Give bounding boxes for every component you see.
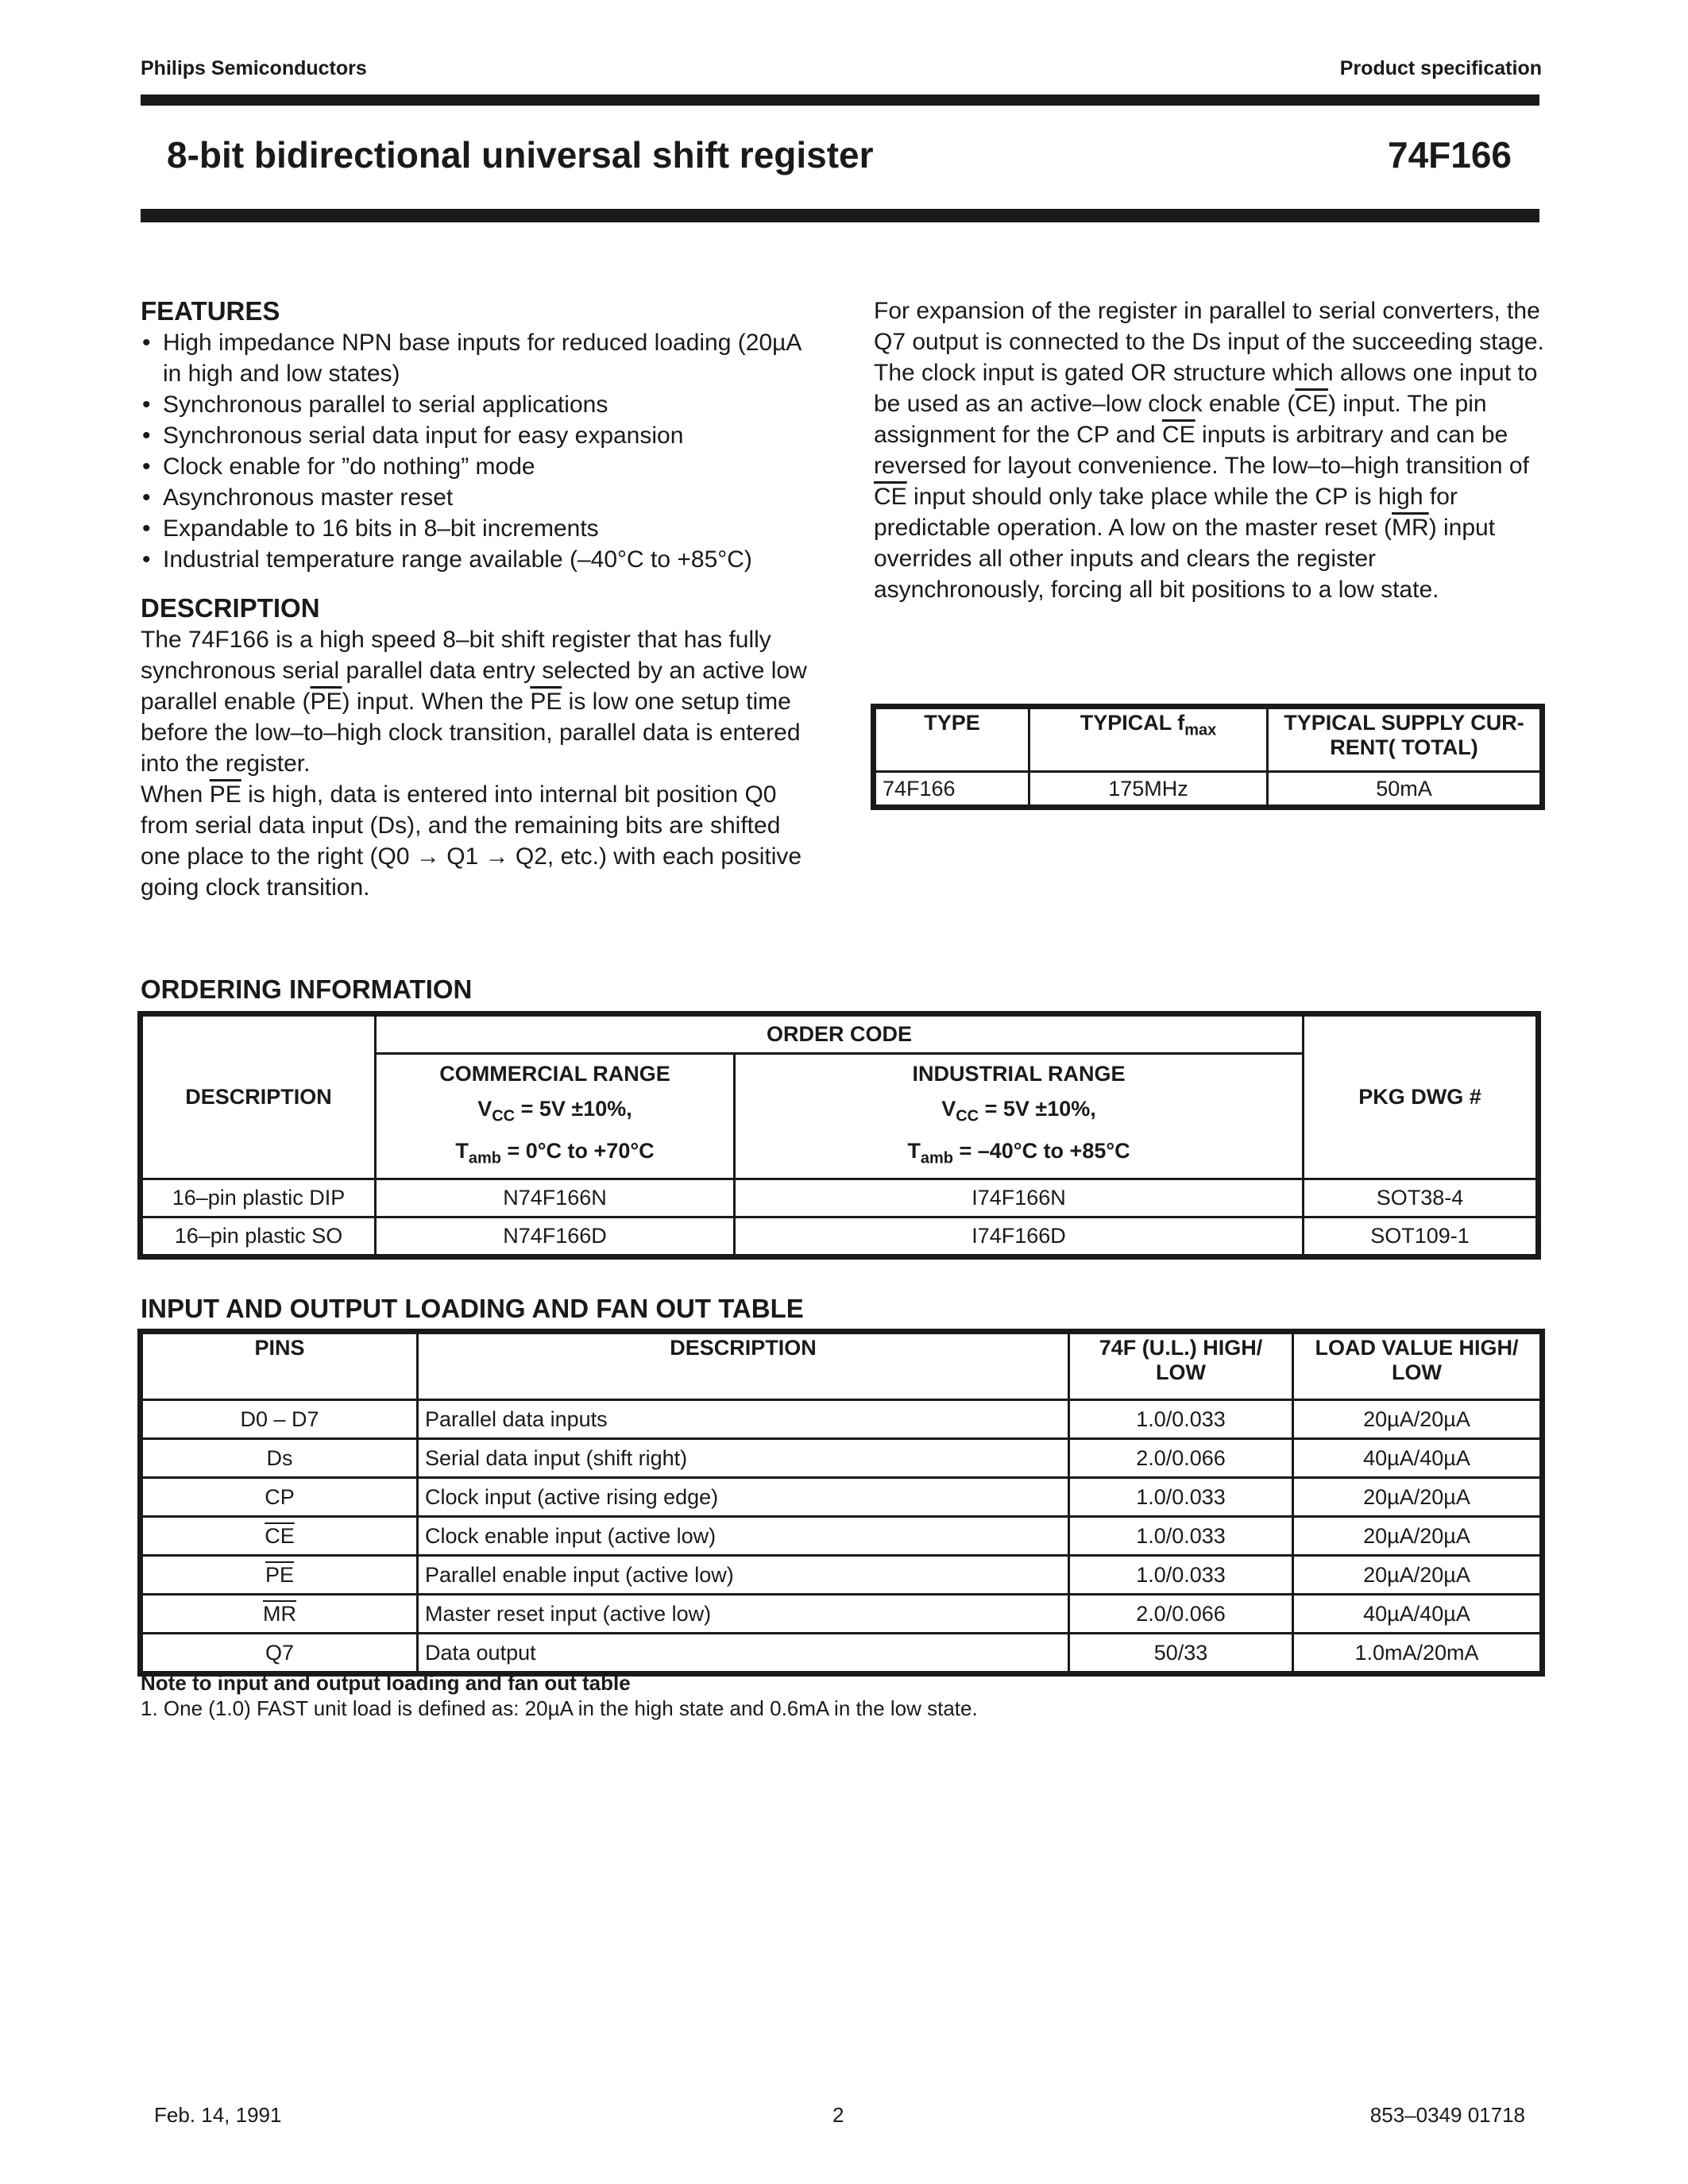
- cell-type: 74F166: [875, 772, 1029, 806]
- features-list: [141, 327, 824, 575]
- cell-supply: 50mA: [1268, 772, 1541, 806]
- cell-fmax: 175MHz: [1029, 772, 1268, 806]
- desc-cell: Data output: [418, 1634, 1069, 1673]
- table-row: [142, 1478, 1541, 1517]
- loading-table: [141, 1332, 1542, 1673]
- feature-item: • High impedance NPN base inputs for reduced loading (20µA in high and low states): [141, 327, 824, 389]
- company-name: Philips Semiconductors: [141, 57, 367, 79]
- th-description: DESCRIPTION: [142, 1016, 376, 1179]
- ul-cell: 1.0/0.033: [1069, 1556, 1293, 1595]
- load-cell: 40µA/40µA: [1293, 1439, 1541, 1478]
- desc-cell: Master reset input (active low): [418, 1595, 1069, 1634]
- footer-code: 853–0349 01718: [1369, 2103, 1525, 2127]
- table-cell: 16–pin plastic DIP: [142, 1179, 376, 1217]
- description-text: [141, 624, 824, 903]
- th-desc: DESCRIPTION: [418, 1333, 1069, 1400]
- note-text: 1. One (1.0) FAST unit load is defined as: 20µA in the high state and 0.6mA in the low state.: [141, 1696, 978, 1720]
- pin-cell: $\overline{CE}$: [142, 1517, 418, 1556]
- pin-cell: $\overline{PE}$: [142, 1556, 418, 1595]
- pin-cell: D0 – D7: [142, 1400, 418, 1439]
- table-cell: I74F166D: [735, 1217, 1304, 1255]
- doc-title: 8-bit bidirectional universal shift register: [167, 134, 874, 176]
- th-commercial: COMMERCIAL RANGE $V_{CC} = 5V \pm 10\%$, $T_{amb} = 0^\circ C$ to +70°C: [376, 1054, 735, 1179]
- th-pkg: PKG DWG #: [1304, 1016, 1537, 1179]
- feature-item: • Asynchronous master reset: [141, 482, 824, 513]
- feature-item: • Synchronous serial data input for easy expansion: [141, 420, 824, 451]
- feature-item: • Expandable to 16 bits in 8–bit increments: [141, 513, 824, 544]
- table-row: [142, 1439, 1541, 1478]
- feature-item: • Clock enable for ”do nothing” mode: [141, 451, 824, 482]
- ordering-heading: ORDERING INFORMATION: [141, 974, 473, 1004]
- overline-signal: $\overline{PE}$: [310, 689, 342, 715]
- overline-signal: $\overline{MR}$: [1392, 515, 1429, 541]
- footer-page: 2: [832, 2103, 844, 2127]
- feature-item: • Industrial temperature range available (–40°C to +85°C): [141, 544, 824, 575]
- ul-cell: 2.0/0.066: [1069, 1595, 1293, 1634]
- load-cell: 20µA/20µA: [1293, 1517, 1541, 1556]
- th-fmax: TYPICAL $f_{max}$: [1029, 708, 1268, 772]
- overline-signal: $\overline{PE}$: [530, 689, 562, 715]
- right-column: [874, 295, 1545, 605]
- ordering-table: [141, 1014, 1538, 1256]
- table-cell: 16–pin plastic SO: [142, 1217, 376, 1255]
- table-row: [142, 1179, 1537, 1217]
- th-industrial: INDUSTRIAL RANGE $V_{CC} = 5V \pm 10\%$, $T_{amb} = -40^\circ C$ to +85°C: [735, 1054, 1304, 1179]
- table-row: [142, 1217, 1537, 1255]
- text-run: When: [141, 781, 210, 808]
- text-run: The 74F166 is a high speed 8–bit shift register that has fully synchronous serial parallel data entry selected by an active low parallel enable (: [141, 627, 807, 715]
- text-run: inputs is arbitrary and can be reversed for layout convenience. The low–to–high transition of: [874, 422, 1529, 479]
- type-table: [874, 707, 1542, 807]
- overline-signal: $\overline{PE}$: [209, 781, 241, 808]
- description-heading: DESCRIPTION: [141, 593, 320, 623]
- feature-item: • Synchronous parallel to serial applications: [141, 389, 824, 420]
- expansion-text: [874, 295, 1545, 605]
- ul-cell: 1.0/0.033: [1069, 1478, 1293, 1517]
- text-run: input should only take place while the CP is high for predictable operation. A low on the master reset (: [874, 484, 1458, 541]
- features-heading: FEATURES: [141, 296, 280, 326]
- table-cell: I74F166N: [735, 1179, 1304, 1217]
- text-run: is low one setup time before the low–to–high clock transition, parallel data is entered into the register.: [141, 689, 801, 777]
- pin-cell: CP: [142, 1478, 418, 1517]
- pin-cell: $\overline{MR}$: [142, 1595, 418, 1634]
- table-cell: N74F166N: [376, 1179, 735, 1217]
- footer-date: Feb. 14, 1991: [154, 2103, 282, 2127]
- pin-cell: Q7: [142, 1634, 418, 1673]
- load-cell: 1.0mA/20mA: [1293, 1634, 1541, 1673]
- top-rule: [141, 95, 1539, 106]
- table-cell: SOT109-1: [1304, 1217, 1537, 1255]
- th-type: TYPE: [875, 708, 1029, 772]
- ul-cell: 1.0/0.033: [1069, 1517, 1293, 1556]
- text-run: ) input. When the: [342, 689, 531, 715]
- title-rule: [141, 209, 1539, 222]
- th-pins: PINS: [142, 1333, 418, 1400]
- th-ul: 74F (U.L.) HIGH/ LOW: [1069, 1333, 1293, 1400]
- desc-cell: Serial data input (shift right): [418, 1439, 1069, 1478]
- text-run: ) input. The pin assignment for the CP and: [874, 391, 1487, 448]
- overline-signal: $\overline{CE}$: [1162, 422, 1196, 448]
- table-row: [142, 1634, 1541, 1673]
- table-cell: SOT38-4: [1304, 1179, 1537, 1217]
- text-run: ) input overrides all other inputs and clears the register asynchronously, forcing all bit positions to a low state.: [874, 515, 1496, 603]
- overline-signal: $\overline{CE}$: [874, 484, 907, 510]
- loading-heading: INPUT AND OUTPUT LOADING AND FAN OUT TABLE: [141, 1294, 804, 1323]
- part-number: 74F166: [1387, 134, 1512, 176]
- text-run: For expansion of the register in parallel to serial converters, the Q7 output is connected to the Ds input of the succeeding stage. The clock input is gated OR structure which allows one input to be used as an active–low clock enable (: [874, 298, 1544, 417]
- table-row: [142, 1400, 1541, 1439]
- load-cell: 20µA/20µA: [1293, 1478, 1541, 1517]
- pin-cell: Ds: [142, 1439, 418, 1478]
- desc-cell: Parallel enable input (active low): [418, 1556, 1069, 1595]
- desc-cell: Parallel data inputs: [418, 1400, 1069, 1439]
- load-cell: 20µA/20µA: [1293, 1400, 1541, 1439]
- desc-cell: Clock enable input (active low): [418, 1517, 1069, 1556]
- table-row: [142, 1556, 1541, 1595]
- overline-signal: $\overline{CE}$: [1295, 391, 1329, 417]
- load-cell: 40µA/40µA: [1293, 1595, 1541, 1634]
- text-run: is high, data is entered into internal bit position Q0 from serial data input (Ds), and the remaining bits are shifted one place to the right (Q0 → Q1 → Q2, etc.) with each positive going clock transition.: [141, 781, 802, 901]
- note-heading: Note to input and output loading and fan out table: [141, 1671, 631, 1695]
- load-cell: 20µA/20µA: [1293, 1556, 1541, 1595]
- doc-type: Product specification: [1339, 57, 1542, 79]
- ul-cell: 2.0/0.066: [1069, 1439, 1293, 1478]
- left-column: [141, 295, 824, 903]
- table-row: [142, 1517, 1541, 1556]
- table-row: [142, 1595, 1541, 1634]
- th-load: LOAD VALUE HIGH/ LOW: [1293, 1333, 1541, 1400]
- table-cell: N74F166D: [376, 1217, 735, 1255]
- th-supply: TYPICAL SUPPLY CUR-RENT( TOTAL): [1268, 708, 1541, 772]
- ul-cell: 1.0/0.033: [1069, 1400, 1293, 1439]
- desc-cell: Clock input (active rising edge): [418, 1478, 1069, 1517]
- ul-cell: 50/33: [1069, 1634, 1293, 1673]
- th-order-code: ORDER CODE: [376, 1016, 1304, 1054]
